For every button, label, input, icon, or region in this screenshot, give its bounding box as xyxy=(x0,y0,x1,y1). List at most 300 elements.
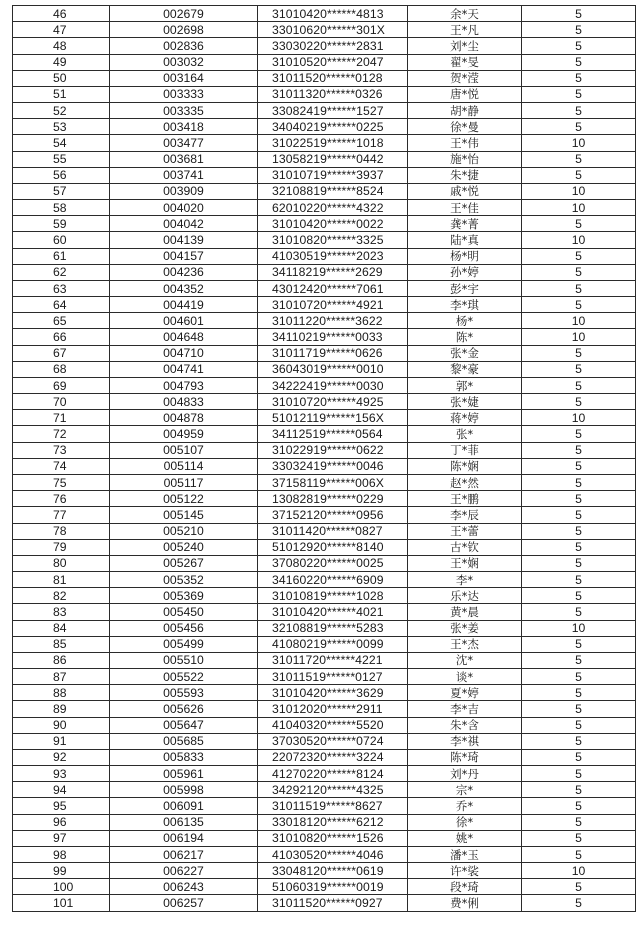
cell-seq-number: 97 xyxy=(13,830,110,846)
cell-id-code: 004419 xyxy=(110,297,258,313)
cell-masked-id-number: 33018120******6212 xyxy=(258,814,408,830)
cell-masked-name: 孙*婷 xyxy=(408,264,522,280)
cell-masked-name: 王*凡 xyxy=(408,22,522,38)
cell-masked-id-number: 34292120******4325 xyxy=(258,782,408,798)
cell-seq-number: 60 xyxy=(13,232,110,248)
cell-seq-number: 53 xyxy=(13,119,110,135)
cell-masked-id-number: 31011720******4221 xyxy=(258,652,408,668)
cell-id-code: 003681 xyxy=(110,151,258,167)
cell-seq-number: 94 xyxy=(13,782,110,798)
cell-amount: 5 xyxy=(522,895,636,911)
cell-id-code: 004741 xyxy=(110,361,258,377)
cell-masked-name: 杨* xyxy=(408,313,522,329)
table-row xyxy=(13,167,636,183)
cell-masked-id-number: 13082819******0229 xyxy=(258,491,408,507)
cell-seq-number: 101 xyxy=(13,895,110,911)
table-row xyxy=(13,798,636,814)
cell-id-code: 003741 xyxy=(110,167,258,183)
cell-amount: 5 xyxy=(522,572,636,588)
table-row xyxy=(13,652,636,668)
cell-masked-id-number: 41270220******8124 xyxy=(258,766,408,782)
table-row xyxy=(13,491,636,507)
cell-masked-name: 陆*真 xyxy=(408,232,522,248)
cell-masked-name: 施*怡 xyxy=(408,151,522,167)
cell-amount: 5 xyxy=(522,345,636,361)
cell-amount: 5 xyxy=(522,830,636,846)
cell-seq-number: 57 xyxy=(13,183,110,199)
cell-id-code: 005647 xyxy=(110,717,258,733)
cell-masked-id-number: 31010719******3937 xyxy=(258,167,408,183)
cell-id-code: 004157 xyxy=(110,248,258,264)
cell-masked-name: 姚* xyxy=(408,830,522,846)
table-row xyxy=(13,814,636,830)
table-row xyxy=(13,458,636,474)
table-row xyxy=(13,280,636,296)
cell-masked-name: 王*伟 xyxy=(408,135,522,151)
table-row xyxy=(13,248,636,264)
cell-masked-name: 王*佳 xyxy=(408,200,522,216)
cell-masked-id-number: 34040219******0225 xyxy=(258,119,408,135)
cell-amount: 10 xyxy=(522,313,636,329)
cell-masked-id-number: 32108819******5283 xyxy=(258,620,408,636)
cell-id-code: 004793 xyxy=(110,377,258,393)
cell-id-code: 005122 xyxy=(110,491,258,507)
cell-amount: 5 xyxy=(522,22,636,38)
cell-id-code: 006194 xyxy=(110,830,258,846)
table-row xyxy=(13,151,636,167)
cell-masked-name: 朱*捷 xyxy=(408,167,522,183)
cell-masked-id-number: 32108819******8524 xyxy=(258,183,408,199)
cell-seq-number: 46 xyxy=(13,6,110,22)
cell-id-code: 005456 xyxy=(110,620,258,636)
cell-id-code: 005593 xyxy=(110,685,258,701)
cell-masked-id-number: 37158119******006X xyxy=(258,474,408,490)
table-row xyxy=(13,22,636,38)
cell-id-code: 003164 xyxy=(110,70,258,86)
cell-seq-number: 88 xyxy=(13,685,110,701)
cell-masked-name: 刘*尘 xyxy=(408,38,522,54)
cell-masked-id-number: 31011420******0827 xyxy=(258,523,408,539)
cell-seq-number: 81 xyxy=(13,572,110,588)
cell-id-code: 003477 xyxy=(110,135,258,151)
table-row xyxy=(13,86,636,102)
cell-masked-id-number: 31011719******0626 xyxy=(258,345,408,361)
cell-seq-number: 58 xyxy=(13,200,110,216)
cell-id-code: 005117 xyxy=(110,474,258,490)
cell-masked-id-number: 31022919******0622 xyxy=(258,442,408,458)
cell-masked-id-number: 37152120******0956 xyxy=(258,507,408,523)
cell-seq-number: 68 xyxy=(13,361,110,377)
cell-masked-name: 段*琦 xyxy=(408,879,522,895)
table-row xyxy=(13,572,636,588)
cell-amount: 5 xyxy=(522,846,636,862)
table-row xyxy=(13,394,636,410)
cell-amount: 5 xyxy=(522,798,636,814)
cell-id-code: 005267 xyxy=(110,555,258,571)
cell-id-code: 005685 xyxy=(110,733,258,749)
cell-masked-name: 陈*娴 xyxy=(408,458,522,474)
cell-seq-number: 66 xyxy=(13,329,110,345)
cell-masked-name: 胡*静 xyxy=(408,103,522,119)
cell-masked-name: 龚*菁 xyxy=(408,216,522,232)
table-row xyxy=(13,6,636,22)
table-row xyxy=(13,620,636,636)
cell-amount: 5 xyxy=(522,38,636,54)
cell-masked-name: 夏*婷 xyxy=(408,685,522,701)
table-row xyxy=(13,539,636,555)
cell-masked-id-number: 31010420******0022 xyxy=(258,216,408,232)
cell-masked-id-number: 31010820******1526 xyxy=(258,830,408,846)
cell-seq-number: 47 xyxy=(13,22,110,38)
cell-amount: 5 xyxy=(522,555,636,571)
cell-seq-number: 83 xyxy=(13,604,110,620)
cell-id-code: 004648 xyxy=(110,329,258,345)
table-row xyxy=(13,669,636,685)
cell-seq-number: 50 xyxy=(13,70,110,86)
cell-masked-id-number: 41030519******2023 xyxy=(258,248,408,264)
cell-id-code: 003418 xyxy=(110,119,258,135)
cell-seq-number: 54 xyxy=(13,135,110,151)
cell-seq-number: 59 xyxy=(13,216,110,232)
cell-amount: 5 xyxy=(522,103,636,119)
cell-seq-number: 69 xyxy=(13,377,110,393)
cell-masked-name: 陈* xyxy=(408,329,522,345)
cell-masked-name: 张*婕 xyxy=(408,394,522,410)
table-row xyxy=(13,313,636,329)
table-row xyxy=(13,733,636,749)
cell-id-code: 005961 xyxy=(110,766,258,782)
cell-id-code: 005522 xyxy=(110,669,258,685)
cell-id-code: 004139 xyxy=(110,232,258,248)
cell-amount: 10 xyxy=(522,329,636,345)
cell-amount: 5 xyxy=(522,119,636,135)
cell-id-code: 003909 xyxy=(110,183,258,199)
cell-seq-number: 61 xyxy=(13,248,110,264)
cell-amount: 5 xyxy=(522,636,636,652)
cell-amount: 5 xyxy=(522,248,636,264)
cell-masked-name: 张* xyxy=(408,426,522,442)
cell-masked-name: 赵*然 xyxy=(408,474,522,490)
cell-amount: 5 xyxy=(522,491,636,507)
cell-id-code: 002836 xyxy=(110,38,258,54)
cell-id-code: 002698 xyxy=(110,22,258,38)
cell-masked-id-number: 31011320******0326 xyxy=(258,86,408,102)
cell-masked-id-number: 31012020******2911 xyxy=(258,701,408,717)
cell-seq-number: 87 xyxy=(13,669,110,685)
cell-seq-number: 96 xyxy=(13,814,110,830)
table-row xyxy=(13,345,636,361)
cell-seq-number: 70 xyxy=(13,394,110,410)
cell-amount: 10 xyxy=(522,863,636,879)
cell-id-code: 005210 xyxy=(110,523,258,539)
table-row xyxy=(13,264,636,280)
table-row xyxy=(13,232,636,248)
cell-masked-name: 李*祺 xyxy=(408,733,522,749)
cell-amount: 5 xyxy=(522,394,636,410)
cell-masked-name: 戚*悦 xyxy=(408,183,522,199)
cell-amount: 5 xyxy=(522,458,636,474)
table-row xyxy=(13,216,636,232)
cell-amount: 5 xyxy=(522,6,636,22)
cell-id-code: 002679 xyxy=(110,6,258,22)
cell-id-code: 004352 xyxy=(110,280,258,296)
cell-id-code: 005510 xyxy=(110,652,258,668)
cell-amount: 5 xyxy=(522,652,636,668)
cell-amount: 5 xyxy=(522,717,636,733)
table-row xyxy=(13,636,636,652)
cell-seq-number: 99 xyxy=(13,863,110,879)
cell-id-code: 006257 xyxy=(110,895,258,911)
table-row xyxy=(13,297,636,313)
cell-masked-name: 徐*曼 xyxy=(408,119,522,135)
cell-seq-number: 89 xyxy=(13,701,110,717)
cell-id-code: 004833 xyxy=(110,394,258,410)
cell-id-code: 005107 xyxy=(110,442,258,458)
cell-masked-id-number: 37030520******0724 xyxy=(258,733,408,749)
cell-masked-id-number: 31010819******1028 xyxy=(258,588,408,604)
cell-amount: 10 xyxy=(522,410,636,426)
cell-masked-name: 黄*晨 xyxy=(408,604,522,620)
cell-masked-name: 刘*丹 xyxy=(408,766,522,782)
cell-masked-name: 李*辰 xyxy=(408,507,522,523)
cell-id-code: 004236 xyxy=(110,264,258,280)
table-row xyxy=(13,895,636,911)
cell-masked-name: 李* xyxy=(408,572,522,588)
cell-amount: 5 xyxy=(522,297,636,313)
cell-masked-id-number: 41040320******5520 xyxy=(258,717,408,733)
cell-masked-id-number: 43012420******7061 xyxy=(258,280,408,296)
table-row xyxy=(13,863,636,879)
cell-masked-id-number: 62010220******4322 xyxy=(258,200,408,216)
cell-masked-id-number: 31011520******0128 xyxy=(258,70,408,86)
cell-seq-number: 74 xyxy=(13,458,110,474)
cell-seq-number: 62 xyxy=(13,264,110,280)
cell-id-code: 005833 xyxy=(110,749,258,765)
cell-amount: 5 xyxy=(522,264,636,280)
cell-amount: 10 xyxy=(522,232,636,248)
cell-masked-id-number: 31022519******1018 xyxy=(258,135,408,151)
cell-masked-name: 张*金 xyxy=(408,345,522,361)
cell-seq-number: 71 xyxy=(13,410,110,426)
table-row xyxy=(13,361,636,377)
cell-seq-number: 65 xyxy=(13,313,110,329)
cell-id-code: 005450 xyxy=(110,604,258,620)
cell-seq-number: 52 xyxy=(13,103,110,119)
cell-amount: 10 xyxy=(522,135,636,151)
cell-masked-id-number: 34112519******0564 xyxy=(258,426,408,442)
table-row xyxy=(13,701,636,717)
cell-masked-name: 乔* xyxy=(408,798,522,814)
cell-id-code: 004042 xyxy=(110,216,258,232)
cell-masked-name: 王*娴 xyxy=(408,555,522,571)
cell-seq-number: 80 xyxy=(13,555,110,571)
table-row xyxy=(13,329,636,345)
table-row xyxy=(13,135,636,151)
cell-masked-name: 王*杰 xyxy=(408,636,522,652)
cell-masked-id-number: 31010720******4925 xyxy=(258,394,408,410)
cell-id-code: 006091 xyxy=(110,798,258,814)
cell-masked-id-number: 31010720******4921 xyxy=(258,297,408,313)
cell-amount: 5 xyxy=(522,733,636,749)
cell-masked-id-number: 36043019******0010 xyxy=(258,361,408,377)
table-row xyxy=(13,523,636,539)
cell-masked-id-number: 31011220******3622 xyxy=(258,313,408,329)
cell-id-code: 005145 xyxy=(110,507,258,523)
cell-masked-id-number: 51012119******156X xyxy=(258,410,408,426)
cell-masked-id-number: 33030220******2831 xyxy=(258,38,408,54)
cell-amount: 10 xyxy=(522,200,636,216)
table-row xyxy=(13,442,636,458)
cell-amount: 5 xyxy=(522,361,636,377)
cell-seq-number: 79 xyxy=(13,539,110,555)
cell-masked-name: 宗* xyxy=(408,782,522,798)
cell-amount: 5 xyxy=(522,54,636,70)
cell-masked-name: 许*裟 xyxy=(408,863,522,879)
cell-amount: 5 xyxy=(522,442,636,458)
cell-masked-name: 丁*菲 xyxy=(408,442,522,458)
cell-amount: 5 xyxy=(522,507,636,523)
cell-amount: 5 xyxy=(522,701,636,717)
cell-seq-number: 93 xyxy=(13,766,110,782)
cell-masked-name: 张*姜 xyxy=(408,620,522,636)
table-row xyxy=(13,830,636,846)
cell-amount: 5 xyxy=(522,685,636,701)
table-row xyxy=(13,879,636,895)
cell-amount: 5 xyxy=(522,879,636,895)
cell-masked-id-number: 31011520******0927 xyxy=(258,895,408,911)
cell-amount: 5 xyxy=(522,523,636,539)
table-row xyxy=(13,507,636,523)
cell-id-code: 005114 xyxy=(110,458,258,474)
table-row xyxy=(13,604,636,620)
cell-seq-number: 48 xyxy=(13,38,110,54)
cell-masked-name: 唐*悦 xyxy=(408,86,522,102)
cell-id-code: 006243 xyxy=(110,879,258,895)
cell-masked-id-number: 33082419******1527 xyxy=(258,103,408,119)
cell-seq-number: 92 xyxy=(13,749,110,765)
cell-id-code: 006227 xyxy=(110,863,258,879)
cell-masked-id-number: 41080219******0099 xyxy=(258,636,408,652)
cell-masked-id-number: 31010420******4021 xyxy=(258,604,408,620)
table-row xyxy=(13,846,636,862)
table-row xyxy=(13,410,636,426)
cell-id-code: 004959 xyxy=(110,426,258,442)
cell-amount: 5 xyxy=(522,167,636,183)
cell-id-code: 004601 xyxy=(110,313,258,329)
cell-seq-number: 73 xyxy=(13,442,110,458)
cell-amount: 5 xyxy=(522,70,636,86)
cell-amount: 5 xyxy=(522,669,636,685)
cell-seq-number: 67 xyxy=(13,345,110,361)
cell-seq-number: 72 xyxy=(13,426,110,442)
table-row xyxy=(13,685,636,701)
cell-id-code: 004878 xyxy=(110,410,258,426)
cell-id-code: 005998 xyxy=(110,782,258,798)
cell-id-code: 005626 xyxy=(110,701,258,717)
cell-masked-name: 贺*滢 xyxy=(408,70,522,86)
cell-amount: 5 xyxy=(522,539,636,555)
cell-amount: 5 xyxy=(522,474,636,490)
cell-amount: 5 xyxy=(522,604,636,620)
cell-amount: 5 xyxy=(522,86,636,102)
table-row xyxy=(13,183,636,199)
cell-amount: 5 xyxy=(522,766,636,782)
cell-amount: 5 xyxy=(522,782,636,798)
cell-masked-name: 王*鹏 xyxy=(408,491,522,507)
cell-masked-id-number: 51012920******8140 xyxy=(258,539,408,555)
table-row xyxy=(13,200,636,216)
roster-table xyxy=(12,5,636,912)
table-row xyxy=(13,588,636,604)
cell-masked-name: 黎*豪 xyxy=(408,361,522,377)
cell-masked-name: 谈* xyxy=(408,669,522,685)
cell-masked-name: 费*俐 xyxy=(408,895,522,911)
cell-masked-name: 李*琪 xyxy=(408,297,522,313)
cell-seq-number: 63 xyxy=(13,280,110,296)
cell-id-code: 006217 xyxy=(110,846,258,862)
table-row xyxy=(13,474,636,490)
cell-masked-id-number: 31010820******3325 xyxy=(258,232,408,248)
cell-id-code: 003333 xyxy=(110,86,258,102)
cell-masked-name: 王*蕾 xyxy=(408,523,522,539)
cell-amount: 5 xyxy=(522,814,636,830)
table-row xyxy=(13,377,636,393)
table-row xyxy=(13,749,636,765)
cell-seq-number: 90 xyxy=(13,717,110,733)
cell-seq-number: 100 xyxy=(13,879,110,895)
cell-id-code: 004710 xyxy=(110,345,258,361)
cell-masked-name: 杨*明 xyxy=(408,248,522,264)
cell-amount: 5 xyxy=(522,216,636,232)
table-row xyxy=(13,766,636,782)
cell-seq-number: 76 xyxy=(13,491,110,507)
cell-masked-name: 朱*含 xyxy=(408,717,522,733)
cell-seq-number: 95 xyxy=(13,798,110,814)
cell-seq-number: 75 xyxy=(13,474,110,490)
cell-masked-id-number: 37080220******0025 xyxy=(258,555,408,571)
cell-seq-number: 77 xyxy=(13,507,110,523)
cell-masked-name: 李*吉 xyxy=(408,701,522,717)
cell-masked-id-number: 31011519******0127 xyxy=(258,669,408,685)
table-row xyxy=(13,426,636,442)
table-row xyxy=(13,54,636,70)
cell-masked-id-number: 31010420******3629 xyxy=(258,685,408,701)
cell-masked-id-number: 34160220******6909 xyxy=(258,572,408,588)
cell-seq-number: 86 xyxy=(13,652,110,668)
cell-masked-name: 翟*旻 xyxy=(408,54,522,70)
cell-id-code: 005369 xyxy=(110,588,258,604)
cell-masked-id-number: 31010420******4813 xyxy=(258,6,408,22)
cell-id-code: 005352 xyxy=(110,572,258,588)
table-row xyxy=(13,555,636,571)
cell-amount: 5 xyxy=(522,151,636,167)
cell-amount: 10 xyxy=(522,620,636,636)
cell-masked-id-number: 31010520******2047 xyxy=(258,54,408,70)
cell-amount: 5 xyxy=(522,280,636,296)
cell-seq-number: 82 xyxy=(13,588,110,604)
cell-masked-id-number: 34110219******0033 xyxy=(258,329,408,345)
cell-id-code: 005240 xyxy=(110,539,258,555)
cell-seq-number: 56 xyxy=(13,167,110,183)
cell-seq-number: 98 xyxy=(13,846,110,862)
cell-masked-name: 潘*玉 xyxy=(408,846,522,862)
cell-id-code: 005499 xyxy=(110,636,258,652)
cell-amount: 5 xyxy=(522,749,636,765)
cell-masked-id-number: 41030520******4046 xyxy=(258,846,408,862)
cell-masked-id-number: 13058219******0442 xyxy=(258,151,408,167)
cell-masked-name: 彭*宇 xyxy=(408,280,522,296)
cell-id-code: 003032 xyxy=(110,54,258,70)
